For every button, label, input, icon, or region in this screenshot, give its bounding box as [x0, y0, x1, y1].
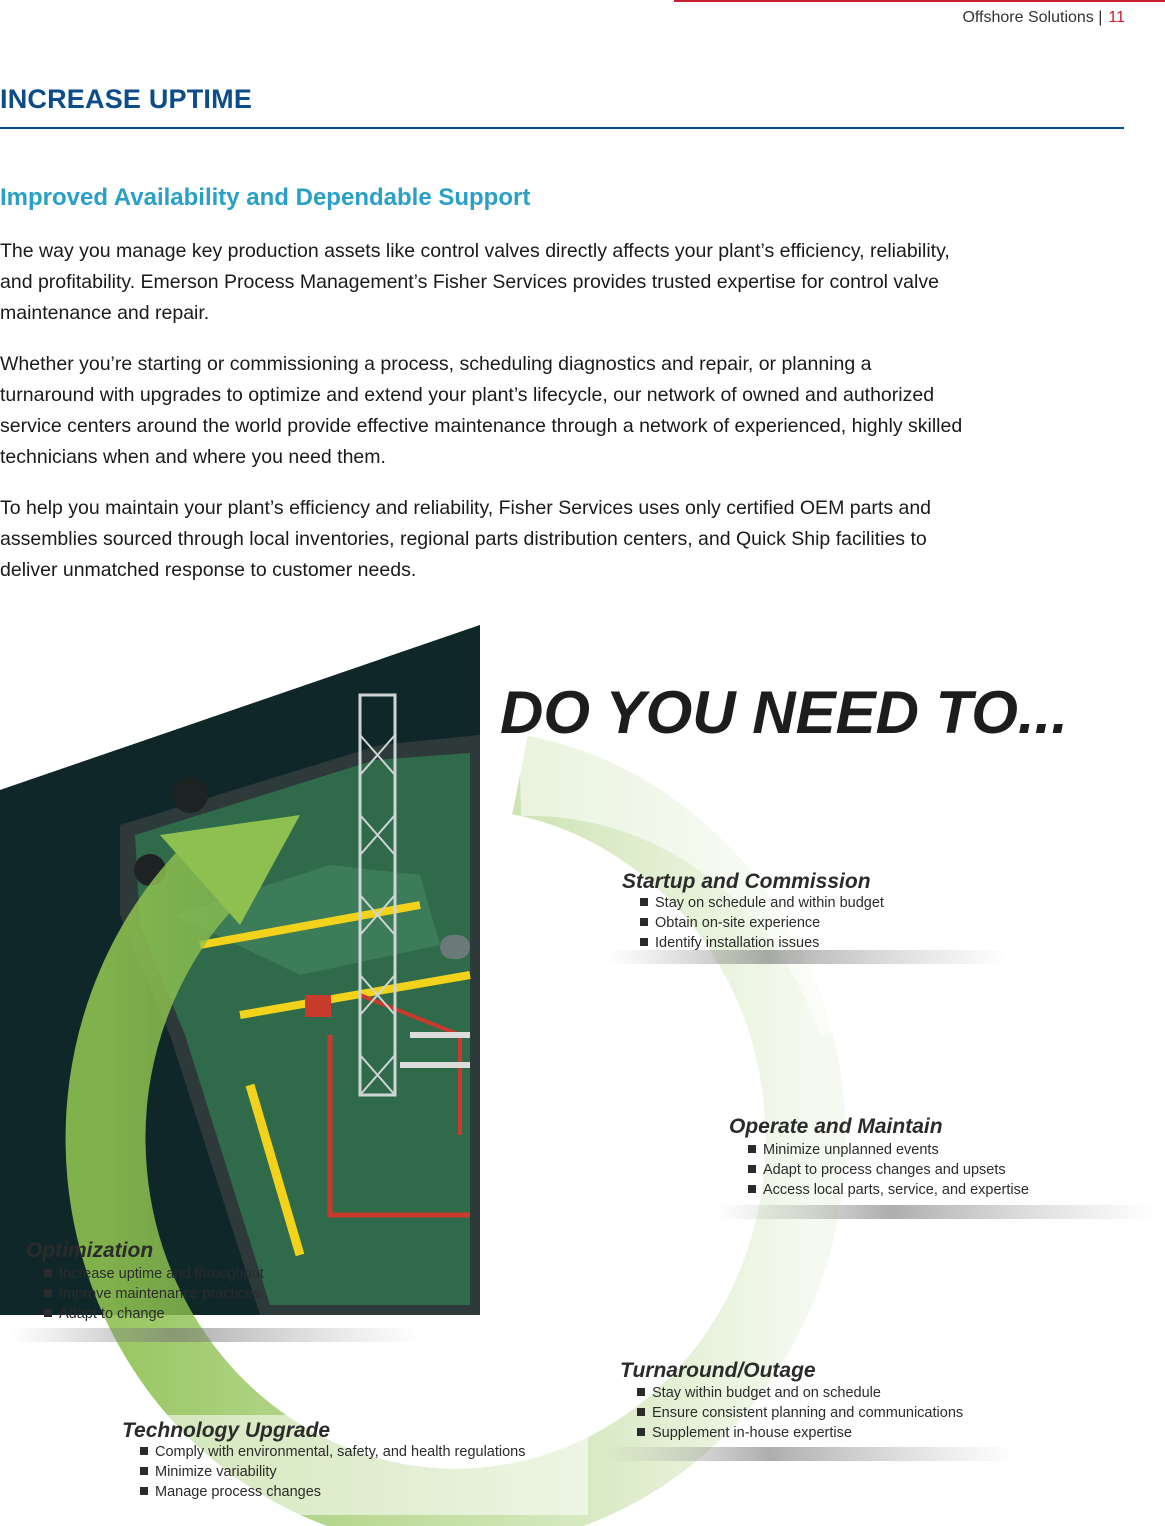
- stage-item: Identify installation issues: [655, 935, 820, 951]
- stage-item: Access local parts, service, and expertise: [763, 1182, 1029, 1198]
- paragraph-2: Whether you’re starting or commissioning a process, scheduling diagnostics and repair, or planning a turnaround with upgrades to optimize and extend your plant’s lifecycle, our network of owned and authorized service centers around the world provide effective maintenance through a network of experienced, highly skilled technicians when and where you need them.: [0, 353, 963, 468]
- stage-item: Stay within budget and on schedule: [652, 1385, 881, 1401]
- stage-item: Increase uptime and throughput: [59, 1266, 264, 1282]
- section-subtitle: Improved Availability and Dependable Support: [0, 184, 531, 211]
- stage-item: Improve maintenance practices: [59, 1286, 261, 1302]
- stage-title: Technology Upgrade: [122, 1419, 331, 1442]
- stage-item: Minimize unplanned events: [763, 1142, 939, 1158]
- paragraph-1: The way you manage key production assets like control valves directly affects your plant’s efficiency, reliability, and profitability. Emerson Process Management’s Fisher Services provides trusted expertise for control valve maintenance and repair.: [0, 240, 950, 324]
- stage-title: Turnaround/Outage: [620, 1359, 816, 1382]
- running-header: [962, 9, 1125, 27]
- stage-title: Startup and Commission: [622, 870, 871, 893]
- stage-item: Minimize variability: [155, 1464, 277, 1480]
- page-number: 11: [1108, 9, 1125, 26]
- graphic-heading: DO YOU NEED TO...: [500, 679, 1068, 746]
- stage-startup-commission: [608, 870, 1008, 964]
- stage-item: Adapt to process changes and upsets: [763, 1162, 1006, 1178]
- stage-title: Operate and Maintain: [729, 1115, 943, 1138]
- stage-item: Adapt to change: [59, 1306, 165, 1322]
- stage-item: Manage process changes: [155, 1484, 322, 1500]
- stage-technology-upgrade: [108, 1415, 588, 1515]
- section-label: Offshore Solutions |: [962, 9, 1103, 26]
- service-cycle-graphic: [0, 615, 1165, 1526]
- stage-title: Optimization: [26, 1239, 154, 1262]
- header-accent-line: [674, 0, 1165, 2]
- stage-item: Obtain on-site experience: [655, 915, 821, 931]
- stage-item: Stay on schedule and within budget: [655, 895, 884, 911]
- stage-item: Ensure consistent planning and communications: [652, 1405, 964, 1421]
- stage-item: Comply with environmental, safety, and health regulations: [155, 1444, 526, 1460]
- paragraph-3: To help you maintain your plant’s efficiency and reliability, Fisher Services uses only certified OEM parts and assemblies sourced through local inventories, regional parts distribution centers, and Quick Ship facilities to deliver unmatched response to customer needs.: [0, 497, 932, 581]
- title-divider: [0, 127, 1124, 129]
- stage-item: Supplement in-house expertise: [652, 1425, 852, 1441]
- page-title: INCREASE UPTIME: [0, 84, 253, 114]
